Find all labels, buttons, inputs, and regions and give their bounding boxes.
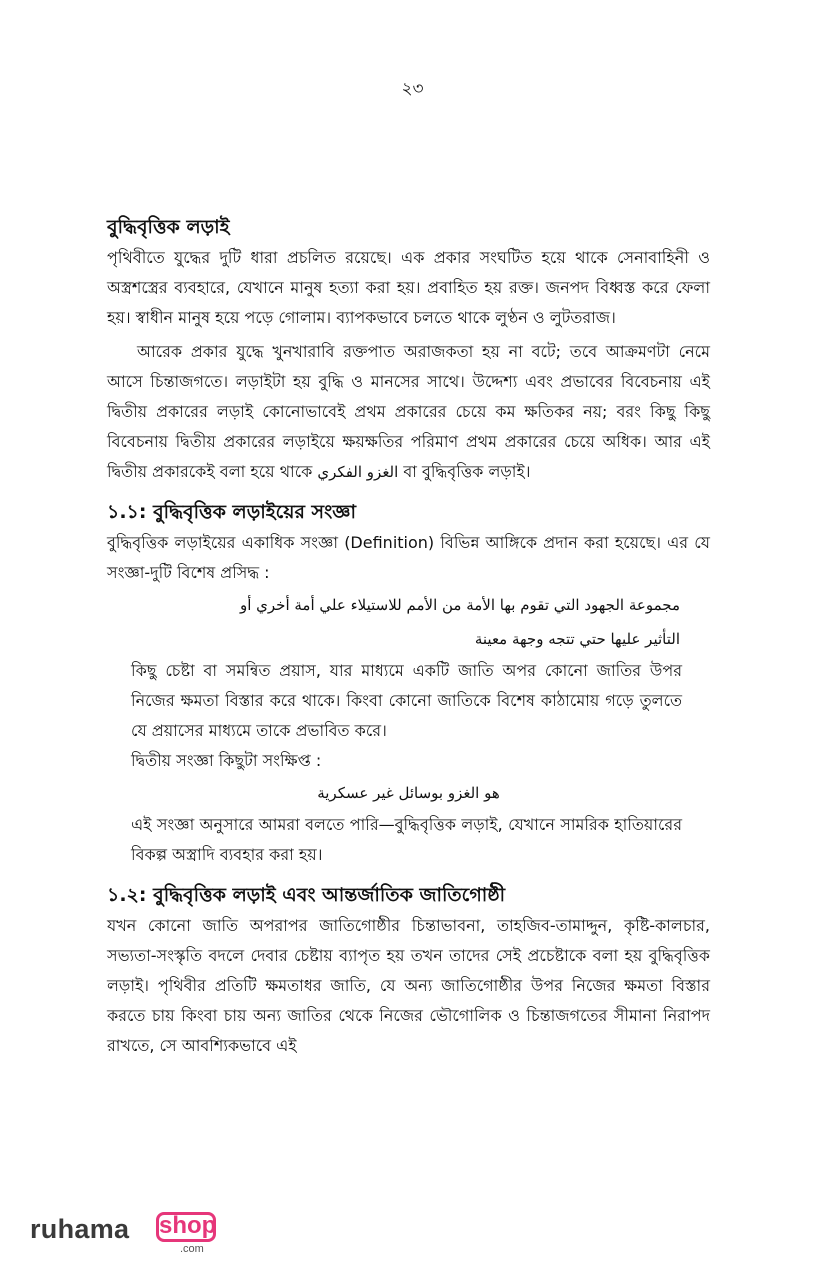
arabic-definition-1-line-2: التأثير عليها حتي تتجه وجهة معينة <box>474 630 680 648</box>
second-definition-intro: দ্বিতীয় সংজ্ঞা কিছুটা সংক্ষিপ্ত : <box>131 751 322 770</box>
intro-tail: বা বুদ্ধিবৃত্তিক লড়াই। <box>403 462 531 481</box>
section-1-1-heading: ১.১: বুদ্ধিবৃত্তিক লড়াইয়ের সংজ্ঞা <box>107 501 356 523</box>
section-1-2-body: যখন কোনো জাতি অপরাপর জাতিগোষ্ঠীর চিন্তাভাবনা, তাহজিব-তামাদ্দুন, কৃষ্টি-কালচার, সভ্যতা-সংস্কৃতি বদলে দেবার চেষ্টায় ব্যাপৃত হয় তখন তাদের সেই প্রচেষ্টাকে বলা হয় বুদ্ধিবৃত্তিক লড়াই। পৃথিবীর প্রতিটি ক্ষমতাধর জাতি, যে অন্য জাতিগোষ্ঠীর উপর নিজের ক্ষমতা বিস্তার করতে চায় কিংবা চায় অন্য জাতির থেকে নিজের ভৌগোলিক ও চিন্তাজগতের সীমানা নিরাপদ রাখতে, সে আবশ্যিকভাবে এই <box>107 916 710 1055</box>
logo-tld: .com <box>180 1243 204 1255</box>
intro-paragraph-1: পৃথিবীতে যুদ্ধের দুটি ধারা প্রচলিত রয়েছে। এক প্রকার সংঘটিত হয়ে থাকে সেনাবাহিনী ও অস্ত্রশস্ত্রের ব্যবহারে, যেখানে মানুষ হত্যা করা হয়। প্রবাহিত হয় রক্ত। জনপদ বিধ্বস্ত করে ফেলা হয়। স্বাধীন মানুষ হয়ে পড়ে গোলাম। ব্যাপকভাবে চলতে থাকে লুণ্ঠন ও লুটতরাজ। <box>107 248 710 327</box>
logo-word: ruhama <box>30 1214 130 1244</box>
ruhamashop-logo <box>30 1211 230 1261</box>
section-1-2-heading: ১.২: বুদ্ধিবৃত্তিক লড়াই এবং আন্তর্জাতিক জাতিগোষ্ঠী <box>107 884 506 906</box>
page-content <box>107 212 710 1061</box>
arabic-term: الغزو الفكري <box>317 463 399 481</box>
section-title: বুদ্ধিবৃত্তিক লড়াই <box>107 216 230 238</box>
translation-2: এই সংজ্ঞা অনুসারে আমরা বলতে পারি—বুদ্ধিবৃত্তিক লড়াই, যেখানে সামরিক হাতিয়ারের বিকল্প অস্ত্রাদি ব্যবহার করা হয়। <box>131 815 682 864</box>
translation-1: কিছু চেষ্টা বা সমন্বিত প্রয়াস, যার মাধ্যমে একটি জাতি অপর কোনো জাতির উপর নিজের ক্ষমতা বিস্তার করে থাকে। কিংবা কোনো জাতিকে বিশেষ কাঠামোয় গড়ে তুলতে যে প্রয়াসের মাধ্যমে তাকে প্রভাবিত করে। <box>131 661 682 740</box>
page-number: ২৩ <box>401 79 424 99</box>
intro-paragraph-2-text: আরেক প্রকার যুদ্ধে খুনখারাবি রক্তপাত অরাজকতা হয় না বটে; তবে আক্রমণটা নেমে আসে চিন্তাজগতে। লড়াইটা হয় বুদ্ধি ও মানসের সাথে। উদ্দেশ্য এবং প্রভাবের বিবেচনায় এই দ্বিতীয় প্রকারের লড়াই কোনোভাবেই প্রথম প্রকারের চেয়ে কম ক্ষতিকর নয়; বরং কিছু কিছু বিবেচনায় দ্বিতীয় প্রকারের লড়াইয়ে ক্ষয়ক্ষতির পরিমাণ প্রথম প্রকারের চেয়ে অধিক। আর এই দ্বিতীয় প্রকারকেই বলা হয়ে থাকে <box>107 342 710 481</box>
section-1-1-lead: বুদ্ধিবৃত্তিক লড়াইয়ের একাধিক সংজ্ঞা (Definition) বিভিন্ন আঙ্গিকে প্রদান করা হয়েছে। এর যে সংজ্ঞা-দুটি বিশেষ প্রসিদ্ধ : <box>107 533 710 582</box>
logo-shop-box <box>156 1212 216 1242</box>
arabic-definition-2: هو الغزو بوسائل غير عسكرية <box>317 784 500 802</box>
arabic-definition-1-line-1: مجموعة الجهود التي تقوم بها الأمة من الأمم للاستيلاء علي أمة أخري أو <box>239 596 680 614</box>
intro-paragraph-2 <box>107 337 710 487</box>
logo-shop-text: shop <box>159 1212 217 1239</box>
